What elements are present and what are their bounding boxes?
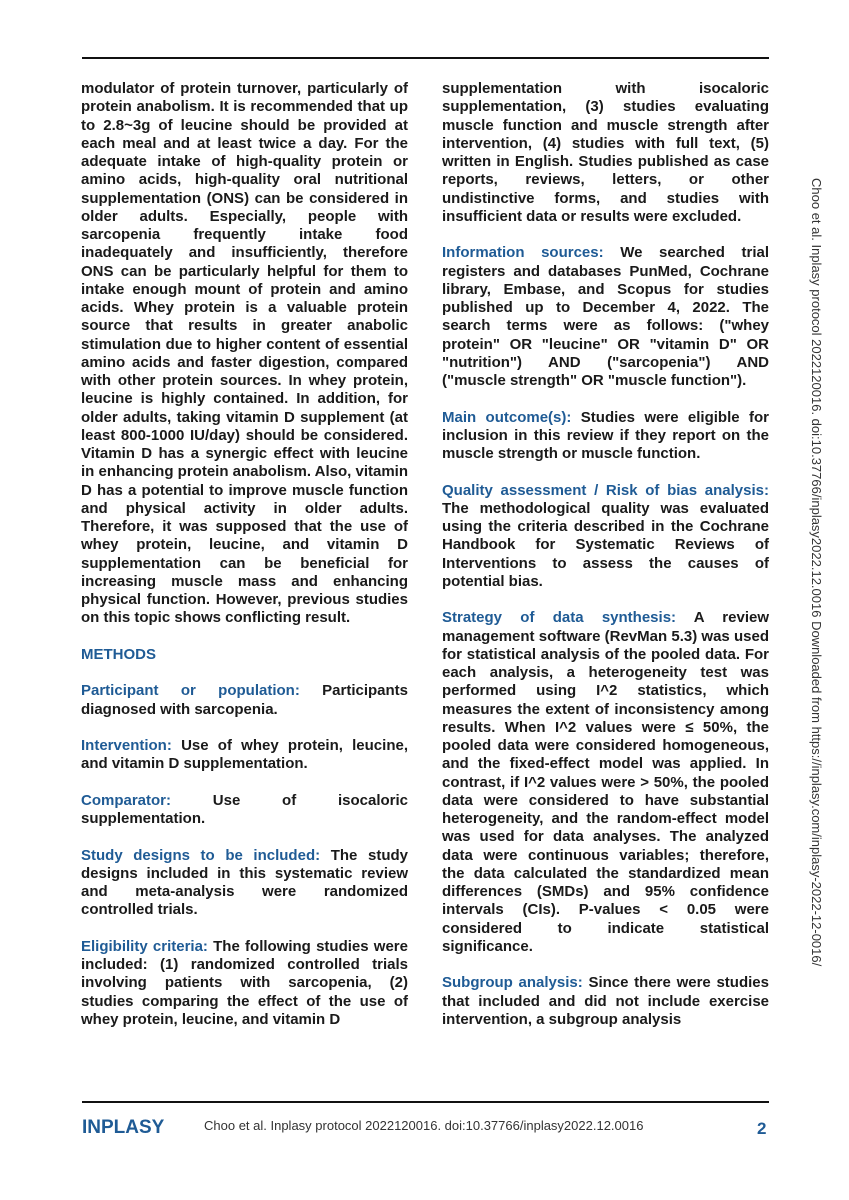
synthesis-label: Strategy of data synthesis: xyxy=(442,609,677,627)
synthesis-text: A review management software (RevMan 5.3) was used for statistical analysis of the pooled data. For each analysis, a heterogeneity test was performed using I^2 statistics, which measures the extent of inconsistency among results. When I^2 values were ≤ 50%, the pooled data were considered homogeneous, and the fixed-effect model was applied. In contrast, if I^2 values were > 50%, the pooled data were considered to have substantial heterogeneity, and the random-effect model was used for data analyses. The analyzed data were continuous variables; therefore, the data calculated the standardized mean differences (SMDs) and 95% confidence intervals (CIs). P-values < 0.05 were considered to indicate statistical significance. xyxy=(442,609,769,955)
intervention-paragraph xyxy=(81,737,408,774)
eligibility-paragraph xyxy=(81,938,408,1029)
intro-paragraph: modulator of protein turnover, particularly of protein anabolism. It is recommended that up to 2.8~3g of leucine should be provided at each meal and at least twice a day. For the adequate intake of high-quality protein or amino acids, high-quality oral nutritional supplementation (ONS) can be considered in older adults. Especially, people with sarcopenia frequently intake food inadequately and insufficiently, therefore ONS can be particularly helpful for them to intake enough mount of protein and amino acids. Whey protein is a valuable protein source that results in greater anabolic stimulation due to higher content of essential amino acids and faster digestion, compared with other protein sources. In whey protein, leucine is highly contained. In addition, for older adults, taking vitamin D supplement (at least 800-1000 IU/day) should be considered. Vitamin D has a synergic effect with leucine in enhancing protein anabolism. Also, vitamin D has a potential to improve muscle function and physical activity in older adults. Therefore, it was supposed that the use of whey protein, leucine, and vitamin D supplementation can be beneficial for increasing muscle mass and enhancing physical function. However, previous studies on this topic shows conflicting result. xyxy=(81,80,408,627)
footer-citation: Choo et al. Inplasy protocol 2022120016. doi:10.37766/inplasy2022.12.0016 xyxy=(204,1118,644,1133)
info-sources-label: Information sources: xyxy=(442,244,604,262)
main-outcome-label: Main outcome(s): xyxy=(442,408,572,426)
eligibility-label: Eligibility criteria: xyxy=(81,937,208,955)
header-rule xyxy=(82,57,769,59)
eligibility-continued-paragraph: supplementation with isocaloric supplementation, (3) studies evaluating muscle function and muscle strength after intervention, (4) studies with full text, (5) written in English. Studies published as case reports, reviews, letters, or other undistinctive forms, and studies with insufficient data or results were excluded. xyxy=(442,80,769,225)
info-sources-paragraph xyxy=(442,244,769,390)
participant-text: Participants diagnosed with sarcopenia. xyxy=(81,682,408,718)
study-designs-text: The study designs included in this systematic review and meta-analysis were randomized controlled trials. xyxy=(81,846,408,919)
main-outcome-paragraph xyxy=(442,409,769,464)
intervention-label: Intervention: xyxy=(81,737,172,754)
study-designs-paragraph xyxy=(81,847,408,920)
comparator-paragraph xyxy=(81,792,408,829)
info-sources-text: We searched trial registers and databases PunMed, Cochrane library, Embase, and Scopus for studies published up to December 4, 2022. The search terms were as follows: ("whey protein" OR "leucine" OR "vitamin D" OR "nutrition") AND ("sarcopenia") AND ("muscle strength" OR "muscle function"). xyxy=(442,244,769,389)
study-designs-label: Study designs to be included: xyxy=(81,846,321,864)
quality-text: The methodological quality was evaluated using the criteria described in the Cochrane Handbook for Systematic Reviews of Interventions to assess the causes of potential bias. xyxy=(442,499,769,590)
participant-label: Participant or population: xyxy=(81,682,300,700)
left-column xyxy=(81,80,408,1047)
methods-heading: METHODS xyxy=(81,645,156,663)
synthesis-paragraph xyxy=(442,609,769,956)
participant-paragraph xyxy=(81,682,408,719)
comparator-text: Use of isocaloric supplementation. xyxy=(81,791,408,827)
subgroup-label: Subgroup analysis: xyxy=(442,974,583,992)
footer-rule xyxy=(82,1101,769,1103)
quality-paragraph xyxy=(442,482,769,592)
page-number: 2 xyxy=(757,1119,767,1138)
side-download-note: Choo et al. Inplasy protocol 2022120016. doi:10.37766/inplasy2022.12.0016 Downloaded from https://inplasy.com/inplasy-2022-12-0016/ xyxy=(809,178,824,967)
right-column xyxy=(442,80,769,1047)
quality-label: Quality assessment / Risk of bias analysis: xyxy=(442,481,769,499)
main-outcome-text: Studies were eligible for inclusion in this review if they report on the muscle strength or muscle function. xyxy=(442,408,769,462)
comparator-label: Comparator: xyxy=(81,791,172,809)
subgroup-paragraph xyxy=(442,974,769,1029)
footer-brand-logo: INPLASY xyxy=(82,1117,165,1138)
eligibility-text: The following studies were included: (1) randomized controlled trials involving patients with sarcopenia, (2) studies comparing the effect of the use of whey protein, leucine, and vitamin D xyxy=(81,937,408,1028)
subgroup-text: Since there were studies that included and did not include exercise intervention, a subgroup analysis xyxy=(442,974,769,1028)
intervention-text: Use of whey protein, leucine, and vitamin D supplementation. xyxy=(81,737,408,773)
